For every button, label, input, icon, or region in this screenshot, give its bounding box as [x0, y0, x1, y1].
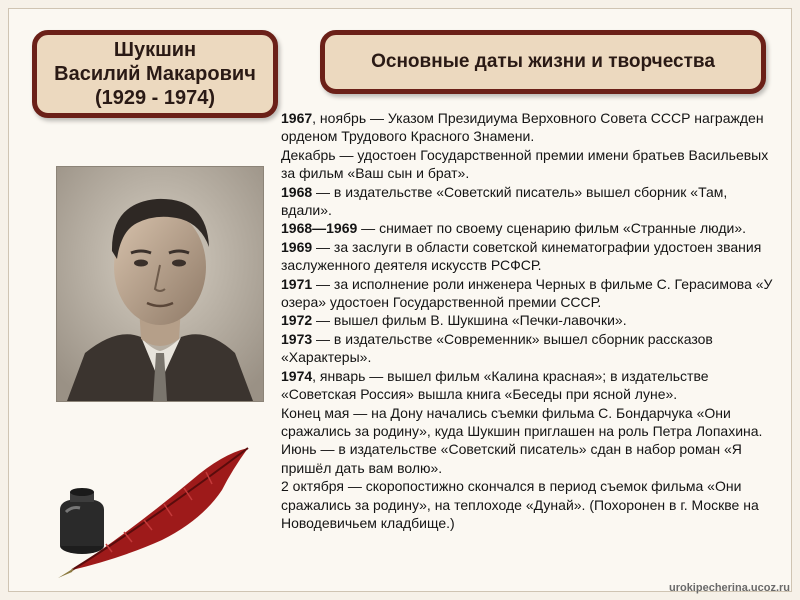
entry-year: 1971: [281, 275, 313, 292]
entry-year: 1974: [281, 367, 313, 384]
section-header-text: Основные даты жизни и творчества: [371, 51, 715, 72]
entry-text: , январь — вышел фильм «Калина красная»; в издательстве «Советская Россия» вышла книга «Беседы при ясной луне».: [281, 367, 709, 403]
entry-year: 1973: [281, 330, 313, 347]
timeline-entry: [281, 404, 773, 441]
source-credit: urokipecherina.ucoz.ru: [668, 582, 790, 594]
entry-text: — в издательстве «Советский писатель» вышел сборник «Там, вдали».: [281, 183, 728, 219]
timeline-entry: [281, 183, 773, 220]
entry-text: Июнь — в издательстве «Советский писатель» сдан в набор роман «Я пришёл дать вам волю».: [281, 441, 742, 476]
entry-text: — вышел фильм В. Шукшина «Печки-лавочки».: [312, 312, 627, 329]
timeline-entry: [281, 330, 773, 367]
portrait-photo: [56, 166, 264, 402]
title-name: Василий Макарович: [54, 63, 256, 85]
entry-year: 1968: [281, 183, 313, 200]
entry-text: 2 октября — скоропостижно скончался в период съемок фильма «Они сражались за родину», на теплоходе «Дунай». (Похоронен в г. Москве на Новодевичьем кладбище.): [281, 478, 759, 531]
timeline-entry: [281, 275, 773, 312]
entry-year: 1972: [281, 312, 313, 329]
title-box: [32, 30, 278, 118]
entry-text: Декабрь — удостоен Государственной премии имени братьев Васильевых за фильм «Ваш сын и брат».: [281, 146, 769, 182]
inkwell-and-quill-pen: [52, 440, 292, 580]
entry-text: — за исполнение роли инженера Черных в фильме С. Герасимова «У озера» удостоен Государственной премии СССР.: [281, 275, 773, 311]
timeline-entry: [281, 367, 773, 404]
timeline-entry: [281, 311, 773, 329]
entry-text: , ноябрь — Указом Президиума Верховного Совета СССР награжден орденом Трудового Красного Знамени.: [281, 110, 764, 145]
timeline-text: [281, 109, 773, 579]
timeline-entry: [281, 146, 773, 183]
timeline-entry: [281, 219, 773, 237]
timeline-entry: [281, 477, 773, 532]
quill-icon: [52, 440, 292, 580]
entry-text: — в издательстве «Современник» вышел сборник рассказов «Характеры».: [281, 330, 713, 366]
entry-text: — за заслуги в области советской кинематографии удостоен звания заслуженного деятеля искусств РСФСР.: [281, 238, 762, 274]
title-years: (1929 - 1974): [94, 87, 216, 109]
section-header: [320, 30, 766, 94]
timeline-entry: [281, 440, 773, 477]
entry-year: 1967: [281, 110, 313, 126]
entry-text: Конец мая — на Дону начались съемки фильма С. Бондарчука «Они сражались за родину», куда Шукшин приглашен на роль Петра Лопахина.: [281, 404, 763, 439]
entry-year: 1969: [281, 238, 313, 255]
timeline-entry: [281, 238, 773, 275]
entry-year: 1968—1969: [281, 220, 358, 237]
entry-text: — снимает по своему сценарию фильм «Странные люди».: [357, 220, 747, 237]
timeline-entry: [281, 109, 773, 146]
title-surname: Шукшин: [113, 39, 197, 61]
portrait-illustration: [57, 167, 263, 401]
